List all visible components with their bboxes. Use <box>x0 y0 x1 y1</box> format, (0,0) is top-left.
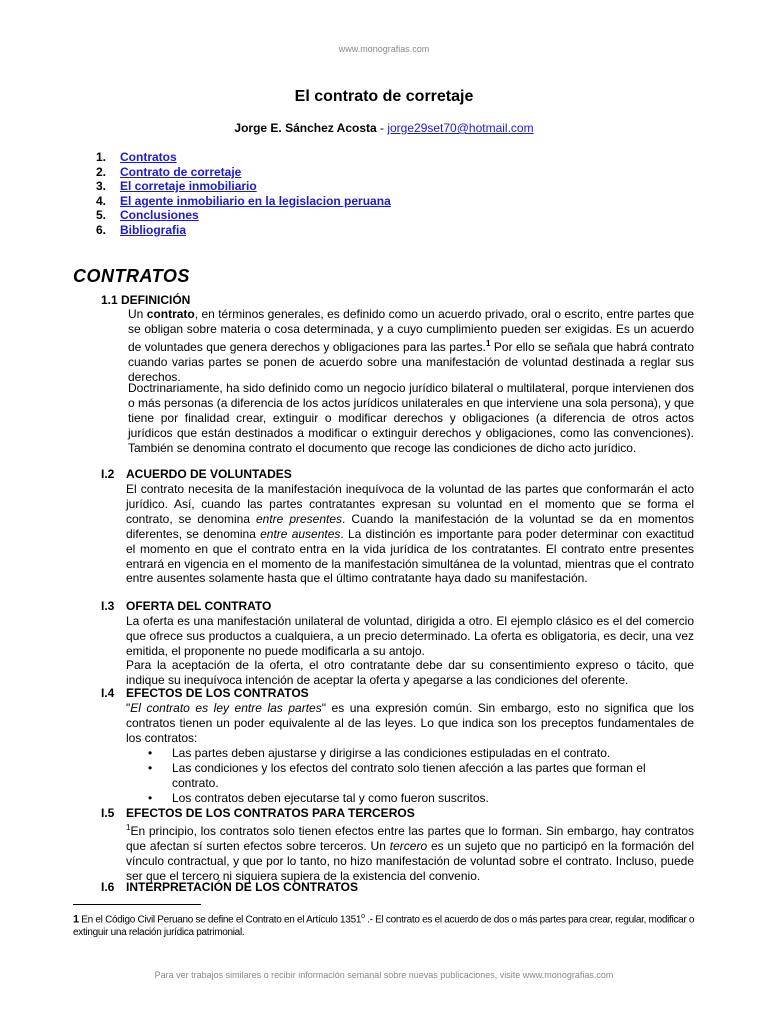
footnote-text: En el Código Civil Peruano se define el Contrato en el Artículo 1351 <box>78 914 362 926</box>
toc-link-contratos[interactable]: Contratos <box>120 150 177 164</box>
page-footer: Para ver trabajos similares o recibir información semanal sobre nuevas publicaciones, visite www.monografias.com <box>154 970 614 980</box>
footnote-ref: 1 <box>485 338 491 348</box>
list-item-text: Las partes deben ajustarse y dirigirse a las condiciones estipuladas en el contrato. <box>172 746 611 760</box>
subsection-heading-interpretacion: INTERPRETACIÓN DE LOS CONTRATOS <box>126 880 359 894</box>
subsection-number: I.2 <box>101 467 115 481</box>
toc-number: 5. <box>96 208 107 223</box>
subsection-heading-efectos: EFECTOS DE LOS CONTRATOS <box>126 686 309 700</box>
text-run-italic: entre presentes <box>256 511 343 526</box>
footnote <box>73 910 703 939</box>
paragraph-definicion-2: Doctrinariamente, ha sido definido como un negocio jurídico bilateral o multilateral, porque intervienen dos o más personas (a diferencia de los actos jurídicos unilaterales en que interviene una sola persona), y que tiene por finalidad crear, extinguir o modificar derechos y obligaciones (a diferencia de otros actos jurídicos que están destinados a modificar o extinguir derechos y obligaciones, como las convenciones). También se denomina contrato el documento que recoge las condiciones de dicho acto jurídico. <box>128 381 694 455</box>
list-item-text: Las condiciones y los efectos del contrato solo tienen afección a las partes que forman el contrato. <box>172 761 646 790</box>
text-run: . La distinción es importante para poder determinar con exactitud el momento en que el contrato entra en la vida jurídica de los contratantes. El contrato entre presentes entrará en vigencia en el momento de la manifestación simultánea de la voluntad, mientras que el contrato entre ausentes solamente hasta que el último contratante haya dado su manifestación. <box>126 526 695 586</box>
author-name: Jorge E. Sánchez Acosta <box>234 121 377 135</box>
toc-number: 3. <box>96 179 107 194</box>
toc-item <box>96 194 391 209</box>
text-run: , en términos generales, es definido como un acuerdo privado, oral o escrito, entre partes que se obligan sobre materia o cosa determinada, y a cuyo cumplimiento pueden ser exigidas. Es un acuerdo de voluntades que genera derechos y obligaciones para las partes. <box>128 307 694 354</box>
toc-number: 1. <box>96 150 107 164</box>
toc-number: 6. <box>96 222 107 237</box>
bullet-icon: • <box>148 746 153 760</box>
author-line <box>0 121 768 135</box>
paragraph-efectos <box>126 701 694 746</box>
text-run: El contrato necesita de la manifestación inequívoca de la voluntad de las partes que conformarán el acto jurídico. Así, cuando las partes contratantes expresan su voluntad en el momento que se forma el contrato, se denomina <box>126 482 694 526</box>
toc-link-corretaje-inmobiliario[interactable]: El corretaje inmobiliario <box>120 179 257 194</box>
subsection-heading-terceros: EFECTOS DE LOS CONTRATOS PARA TERCEROS <box>126 806 415 820</box>
text-run: " es una expresión común. Sin embargo, esto no significa que los contratos tienen un poder equivalente al de las leyes. Lo que indica son los preceptos fundamentales de los contratos: <box>126 701 695 745</box>
paragraph-oferta-1: La oferta es una manifestación unilateral de voluntad, dirigida a otro. El ejemplo clásico es el del comercio que ofrece sus productos a cualquiera, a un precio determinado. La oferta es obligatoria, es decir, una vez emitida, el proponente no puede modificarla a su antojo. <box>126 614 694 658</box>
list-item-text: Los contratos deben ejecutarse tal y como fueron suscritos. <box>172 791 489 805</box>
toc-link-conclusiones[interactable]: Conclusiones <box>120 208 199 223</box>
text-run: Por ello se señala que habrá contrato cuando varias partes se ponen de acuerdo sobre una manifestación de voluntad destinada a reglar sus derechos. <box>128 339 694 384</box>
footnote-text: .- El contrato es el acuerdo de dos o más partes para crear, regular, modificar o extinguir una relación jurídica patrimonial. <box>73 914 695 939</box>
toc-item <box>96 165 391 180</box>
toc-item <box>96 208 391 223</box>
text-run: " <box>126 701 131 715</box>
subsection-number: I.4 <box>101 686 115 700</box>
text-run: es un sujeto que no participó en la formación del vínculo contractual, y que por lo tanto, no hizo manifestación de voluntad sobre el contrato. Incluso, puede ser que el tercero ni siquiera supiera de la existencia del convenio. <box>126 838 694 883</box>
toc-link-bibliografia[interactable]: Bibliografia <box>120 222 187 237</box>
text-run: . Cuando la manifestación de la voluntad se da en momentos diferentes, se denomina <box>126 511 694 541</box>
toc-item <box>96 223 391 238</box>
text-run-italic: entre ausentes <box>260 526 341 541</box>
paragraph-acuerdo <box>126 482 694 586</box>
text-run-bold: contrato <box>146 307 195 321</box>
toc-link-contrato-corretaje[interactable]: Contrato de corretaje <box>120 164 242 179</box>
paragraph-terceros <box>126 821 694 884</box>
footnote-ref: 1 <box>126 823 131 832</box>
footnote-mark: 1 <box>73 913 79 926</box>
toc-item <box>96 179 391 194</box>
footnote-superscript: o <box>361 913 365 920</box>
subsection-heading-acuerdo: ACUERDO DE VOLUNTADES <box>126 467 292 481</box>
author-separator: - <box>376 121 388 135</box>
text-run-italic: tercero <box>389 838 428 853</box>
toc-number: 4. <box>96 193 107 208</box>
toc-number: 2. <box>96 164 107 179</box>
bullet-icon: • <box>148 761 153 775</box>
site-url-header: www.monografias.com <box>338 44 430 54</box>
list-item <box>148 746 694 761</box>
paragraph-definicion-1 <box>128 307 694 385</box>
table-of-contents <box>96 150 391 238</box>
list-item <box>148 791 694 806</box>
subsection-heading-definicion: 1.1 DEFINICIÓN <box>101 293 191 307</box>
subsection-number: I.3 <box>101 599 115 613</box>
list-item <box>148 761 694 791</box>
author-email-link[interactable]: jorge29set70@hotmail.com <box>387 121 534 135</box>
text-run-italic: El contrato es ley entre las partes <box>130 701 322 715</box>
subsection-heading-oferta: OFERTA DEL CONTRATO <box>126 599 272 613</box>
toc-link-agente-inmobiliario[interactable]: El agente inmobiliario en la legislacion peruana <box>120 193 391 208</box>
subsection-number: I.5 <box>101 806 115 820</box>
text-run: Un <box>128 307 147 321</box>
footnote-divider <box>73 904 201 905</box>
text-run: En principio, los contratos solo tienen efectos entre las partes que lo forman. Sin embargo, hay contratos que afectan sí surten efectos sobre terceros. Un <box>126 824 694 853</box>
section-heading-contratos: CONTRATOS <box>73 266 190 286</box>
bullet-icon: • <box>148 791 153 805</box>
paragraph-oferta-2: Para la aceptación de la oferta, el otro contratante debe dar su consentimiento expreso o tácito, que indique su inequívoca intención de aceptar la oferta y apegarse a las condiciones del oferente. <box>126 658 694 687</box>
subsection-number: I.6 <box>101 880 115 894</box>
toc-item <box>96 150 391 165</box>
document-title: El contrato de corretaje <box>294 88 474 105</box>
